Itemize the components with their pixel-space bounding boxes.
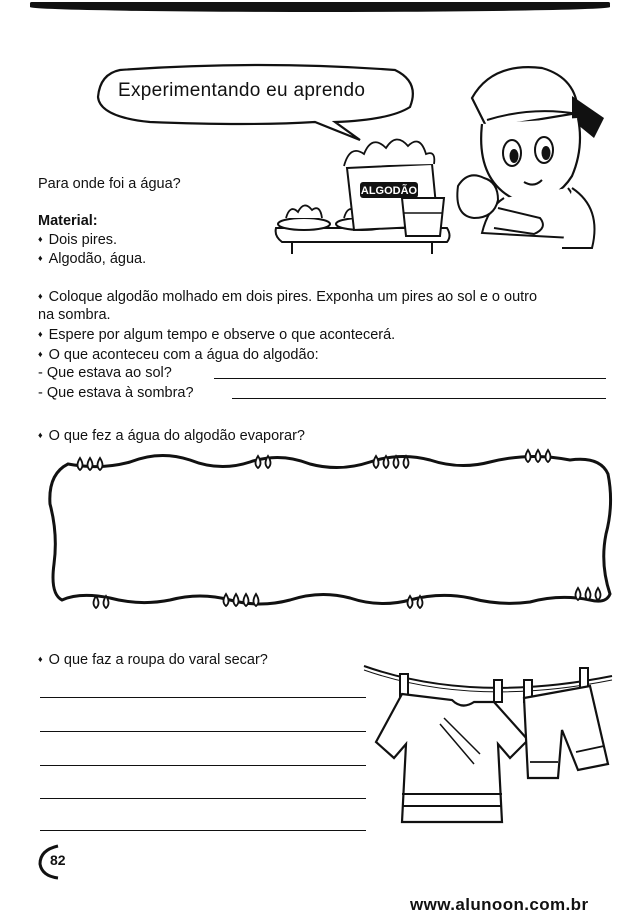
page-number: 82 xyxy=(50,852,66,868)
material-item: ♦ Algodão, água. xyxy=(38,249,146,268)
step-text: ♦ Coloque algodão molhado em dois pires. Exponha um pires ao sol e o outro xyxy=(38,287,537,306)
clothesline-illustration xyxy=(362,654,622,834)
question-text: Para onde foi a água? xyxy=(38,176,181,192)
top-edge-bar xyxy=(30,2,610,12)
answer-line[interactable] xyxy=(40,697,366,698)
answer-line[interactable] xyxy=(40,765,366,766)
evaporate-question: ♦ O que fez a água do algodão evaporar? xyxy=(38,426,305,445)
material-heading: Material: xyxy=(38,213,98,229)
page-title: Experimentando eu aprendo xyxy=(118,80,366,101)
answer-line[interactable] xyxy=(232,398,606,399)
step-text: ♦ Espere por algum tempo e observe o que acontecerá. xyxy=(38,325,395,344)
step-text-continued: na sombra. xyxy=(38,307,111,323)
box-label: ALGODÃO xyxy=(360,185,418,197)
clothes-question: ♦ O que faz a roupa do varal secar? xyxy=(38,650,268,669)
step-text: ♦ O que aconteceu com a água do algodão: xyxy=(38,345,319,364)
material-item: ♦ Dois pires. xyxy=(38,230,117,249)
answer-frame[interactable] xyxy=(40,444,620,624)
answer-line[interactable] xyxy=(214,378,606,379)
answer-line[interactable] xyxy=(40,830,366,831)
answer-line[interactable] xyxy=(40,731,366,732)
answer-line[interactable] xyxy=(40,798,366,799)
website-link[interactable]: www.alunoon.com.br xyxy=(410,895,589,914)
sub-question-shade: - Que estava à sombra? xyxy=(38,385,194,401)
sub-question-sun: - Que estava ao sol? xyxy=(38,365,172,381)
child-experiment-illustration xyxy=(272,58,612,268)
